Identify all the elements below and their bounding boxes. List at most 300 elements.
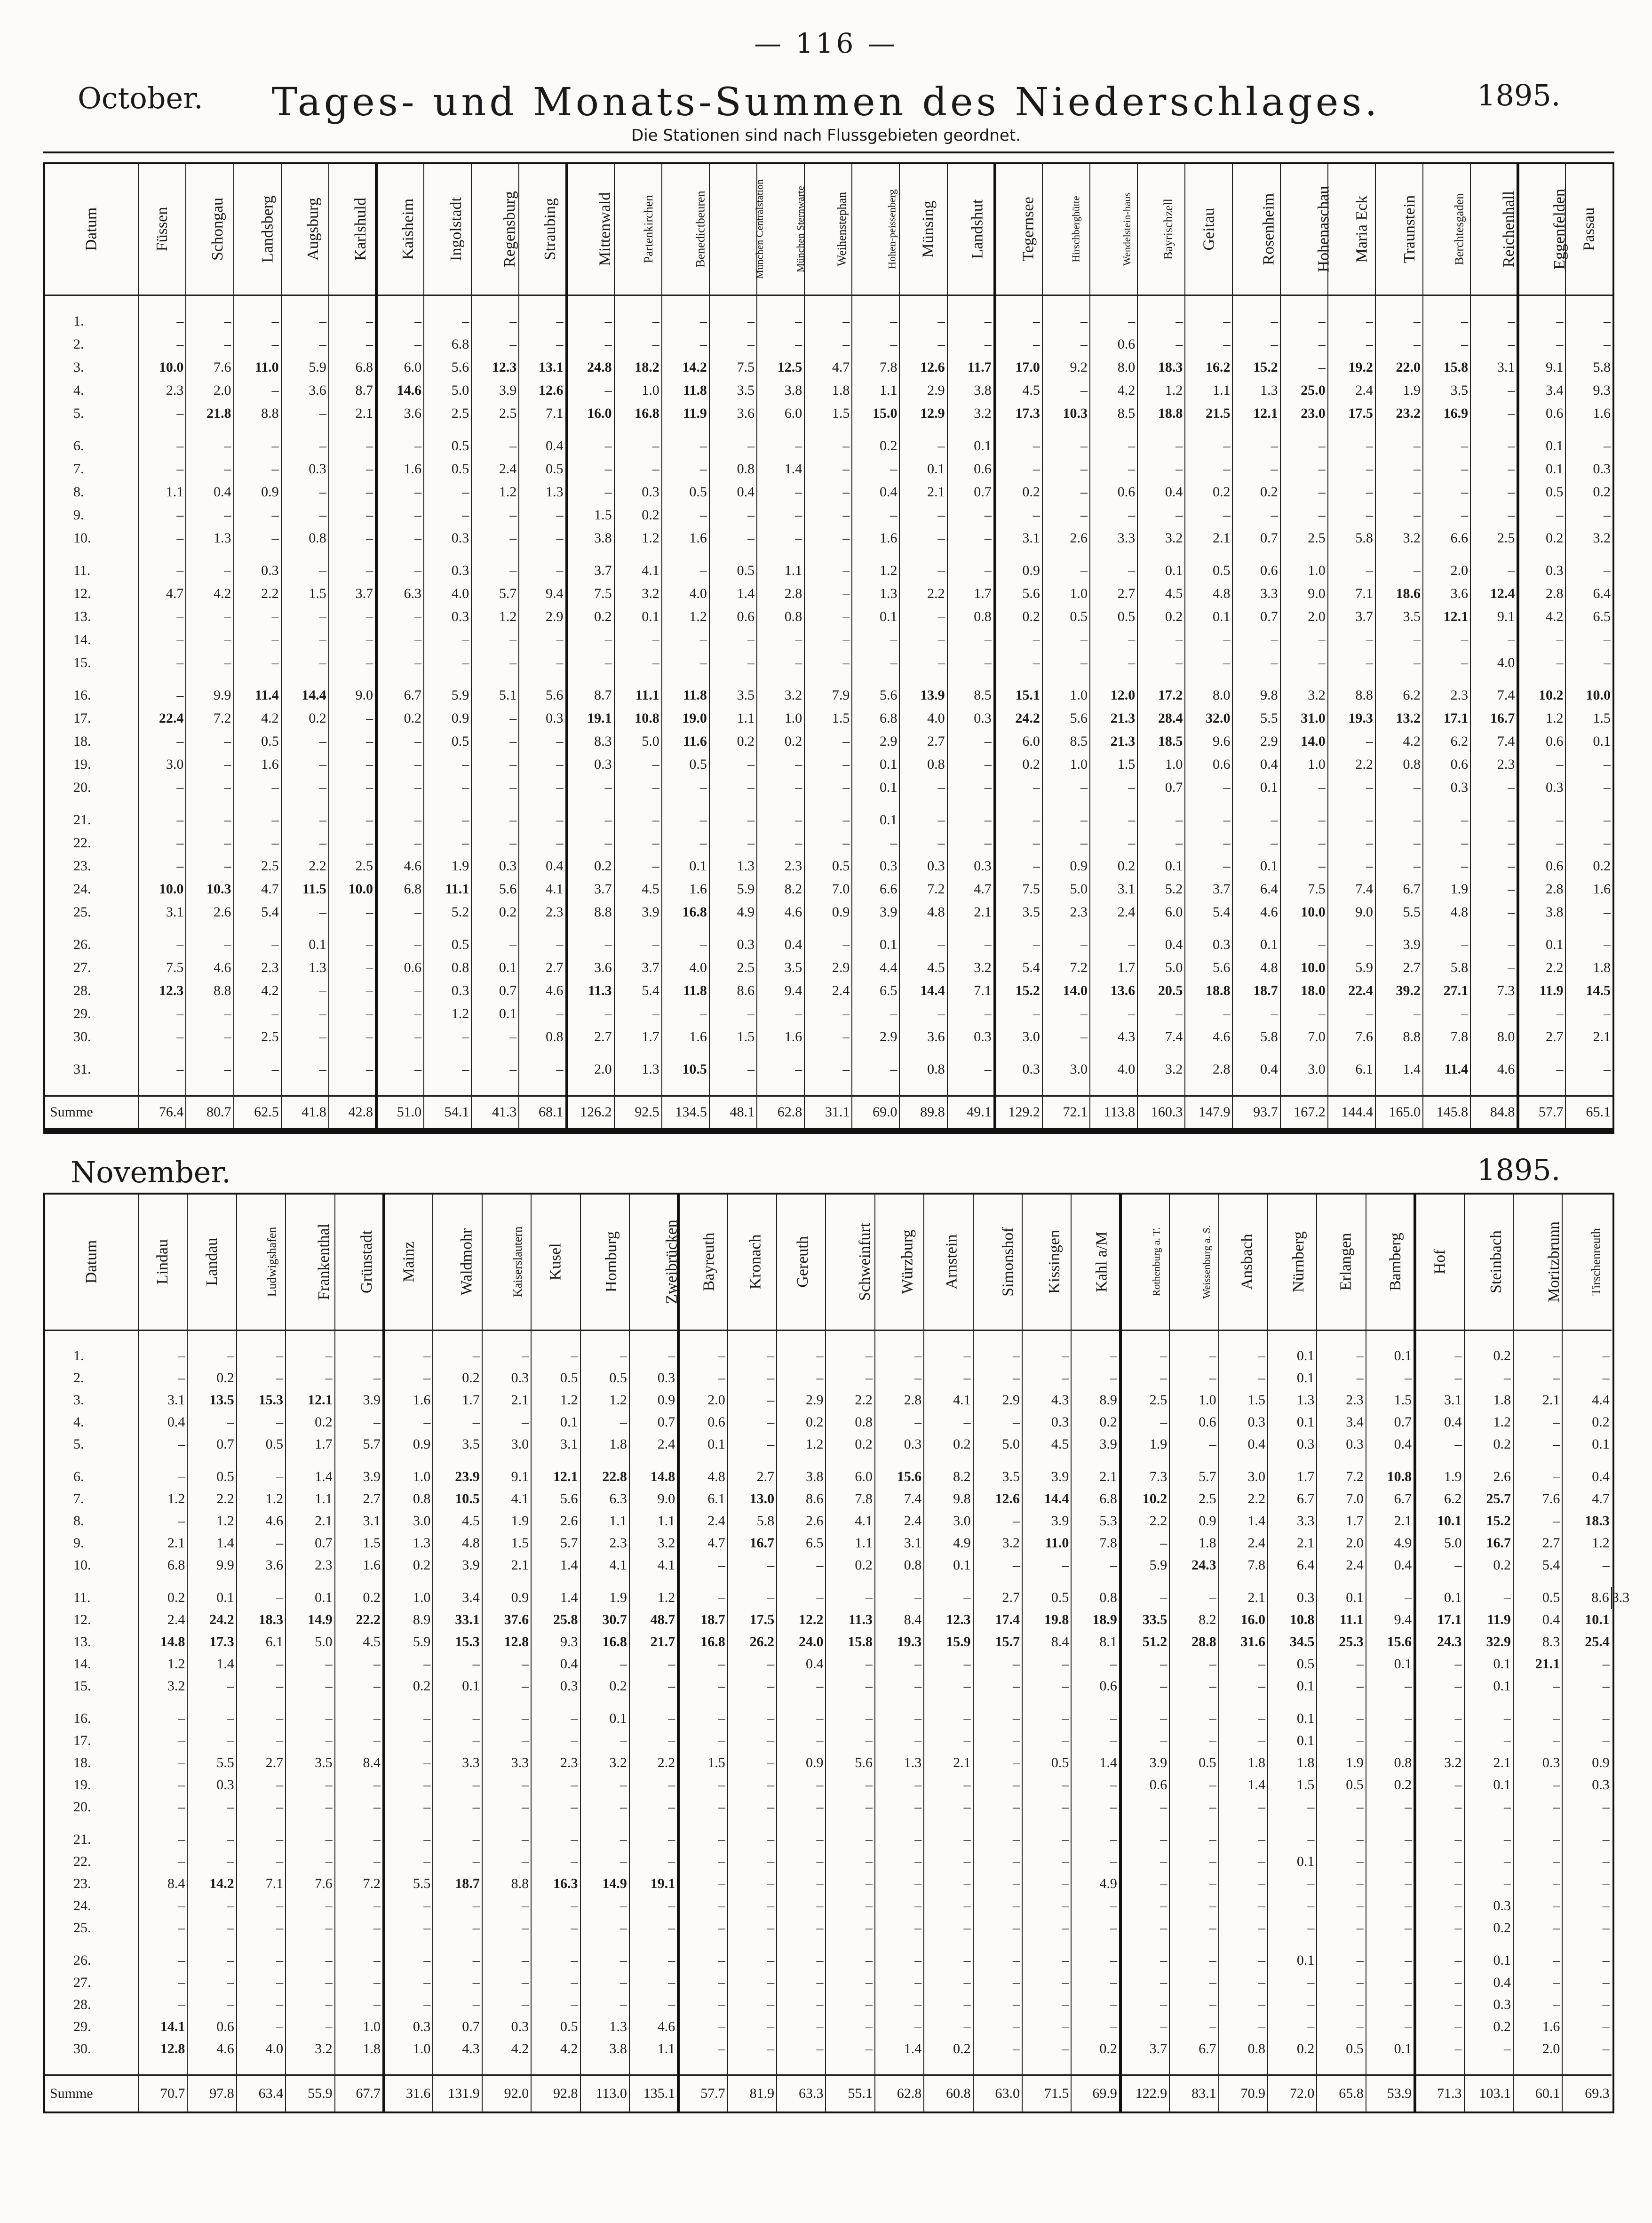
precipitation-value: –	[1280, 333, 1328, 356]
precipitation-value: 0.3	[424, 559, 471, 582]
precipitation-value: 4.7	[804, 356, 852, 379]
precipitation-value: 8.8	[482, 1873, 531, 1895]
precipitation-value: –	[804, 629, 852, 652]
precipitation-value: –	[629, 1950, 678, 1972]
precipitation-value: 7.1	[1328, 582, 1375, 606]
precipitation-value: 3.0	[924, 1510, 973, 1532]
precipitation-value: –	[237, 1829, 286, 1851]
precipitation-value: –	[804, 333, 852, 356]
precipitation-value: –	[678, 1972, 727, 1994]
precipitation-value: 4.5	[335, 1631, 384, 1653]
precipitation-value: 4.0	[662, 582, 709, 606]
precipitation-value: 0.3	[384, 2016, 433, 2038]
precipitation-value: 0.2	[995, 753, 1042, 776]
precipitation-value: 1.5	[709, 1026, 757, 1049]
precipitation-value: –	[1464, 1829, 1513, 1851]
precipitation-value: –	[629, 1895, 678, 1917]
precipitation-value: –	[1317, 1994, 1366, 2016]
precipitation-value: 2.7	[335, 1488, 384, 1510]
precipitation-value: –	[329, 629, 376, 652]
precipitation-value: –	[329, 1058, 376, 1081]
precipitation-value: 2.1	[1268, 1532, 1317, 1554]
precipitation-value: 1.6	[662, 878, 709, 901]
precipitation-value: –	[1415, 1774, 1464, 1796]
precipitation-value: 1.8	[1268, 1752, 1317, 1774]
precipitation-value: –	[281, 730, 329, 753]
precipitation-value: –	[286, 1796, 334, 1818]
precipitation-value: 10.8	[1268, 1609, 1317, 1631]
precipitation-value: –	[187, 1895, 236, 1917]
precipitation-value: –	[1090, 652, 1137, 675]
precipitation-value: 1.0	[757, 707, 804, 730]
precipitation-value: –	[1464, 1851, 1513, 1873]
precipitation-value: –	[329, 832, 376, 855]
precipitation-value: –	[1513, 1796, 1562, 1818]
precipitation-value: 6.5	[1565, 606, 1613, 629]
precipitation-value: 3.6	[376, 402, 424, 425]
precipitation-value: –	[947, 333, 995, 356]
precipitation-value: –	[1565, 776, 1613, 799]
precipitation-value: 1.2	[1137, 379, 1185, 402]
precipitation-value: 5.0	[1042, 878, 1090, 901]
precipitation-value: –	[973, 1873, 1022, 1895]
precipitation-value: –	[376, 629, 424, 652]
precipitation-value: 0.9	[1042, 855, 1090, 878]
precipitation-value: 0.2	[1565, 855, 1613, 878]
precipitation-value: 3.3	[482, 1752, 531, 1774]
precipitation-value: 2.7	[519, 956, 566, 980]
precipitation-value: 0.2	[826, 1434, 874, 1456]
day-number: 14.	[73, 632, 91, 647]
precipitation-value: –	[1169, 1994, 1218, 2016]
precipitation-value: 7.9	[804, 684, 852, 707]
precipitation-value: 0.4	[1513, 1609, 1562, 1631]
monthly-sum-value: 71.5	[1022, 2075, 1071, 2112]
precipitation-value: 0.2	[924, 1434, 973, 1456]
precipitation-value: –	[924, 1829, 973, 1851]
precipitation-value: –	[614, 333, 662, 356]
precipitation-value: –	[629, 1851, 678, 1873]
precipitation-value: –	[281, 901, 329, 924]
station-header: Bamberg	[1386, 1233, 1404, 1291]
precipitation-value: –	[1090, 809, 1137, 832]
precipitation-value: 1.4	[875, 2038, 924, 2060]
precipitation-value: –	[995, 776, 1042, 799]
precipitation-value: 1.3	[852, 582, 899, 606]
precipitation-value: –	[187, 1730, 236, 1752]
precipitation-value: 0.6	[376, 956, 424, 980]
precipitation-value: 2.1	[1219, 1587, 1268, 1609]
precipitation-value: 0.2	[376, 707, 424, 730]
precipitation-value: –	[335, 1367, 384, 1389]
precipitation-value: 0.7	[187, 1434, 236, 1456]
precipitation-value: 4.0	[662, 956, 709, 980]
precipitation-value: 3.7	[1120, 2038, 1169, 2060]
precipitation-value: 13.2	[1375, 707, 1423, 730]
precipitation-value: –	[1317, 1972, 1366, 1994]
precipitation-value: –	[826, 2016, 874, 2038]
precipitation-value: 2.8	[1518, 878, 1565, 901]
precipitation-value: –	[1470, 629, 1518, 652]
precipitation-value: –	[947, 559, 995, 582]
precipitation-value: 14.0	[1280, 730, 1328, 753]
precipitation-value: 10.0	[329, 878, 376, 901]
day-number: 13.	[73, 1634, 91, 1649]
monthly-sum-value: 72.0	[1268, 2075, 1317, 2112]
precipitation-value: –	[757, 832, 804, 855]
precipitation-value: 16.2	[1185, 356, 1232, 379]
day-row	[44, 1609, 1613, 1631]
precipitation-value: –	[662, 435, 709, 458]
precipitation-value: –	[1470, 481, 1518, 504]
precipitation-value: –	[376, 333, 424, 356]
precipitation-value: 1.6	[1565, 878, 1613, 901]
precipitation-value: 0.9	[482, 1587, 531, 1609]
precipitation-value: –	[1169, 1345, 1218, 1367]
precipitation-value: 2.4	[875, 1510, 924, 1532]
precipitation-value: –	[138, 333, 186, 356]
precipitation-value: 2.1	[947, 901, 995, 924]
day-number: 1.	[73, 1348, 84, 1363]
precipitation-value: –	[899, 832, 947, 855]
precipitation-value: 0.6	[1090, 333, 1137, 356]
precipitation-value: 20.5	[1137, 980, 1185, 1003]
precipitation-value: –	[281, 629, 329, 652]
precipitation-value: 0.2	[1464, 2016, 1513, 2038]
precipitation-value: –	[519, 730, 566, 753]
precipitation-value: –	[1120, 1994, 1169, 2016]
precipitation-value: –	[1375, 310, 1423, 333]
precipitation-value: 8.1	[1071, 1631, 1120, 1653]
precipitation-value: –	[1513, 1950, 1562, 1972]
precipitation-value: –	[1518, 629, 1565, 652]
precipitation-value: 0.6	[1071, 1675, 1120, 1697]
precipitation-value: –	[826, 1873, 874, 1895]
precipitation-value: 2.0	[186, 379, 233, 402]
precipitation-value: –	[567, 481, 614, 504]
precipitation-value: –	[728, 1587, 777, 1609]
precipitation-value: 5.6	[1042, 707, 1090, 730]
precipitation-value: 4.2	[1375, 730, 1423, 753]
day-number: 29.	[73, 1006, 91, 1021]
precipitation-value: –	[1120, 1730, 1169, 1752]
precipitation-value: 11.4	[234, 684, 281, 707]
precipitation-value: –	[482, 1730, 531, 1752]
precipitation-value: –	[804, 458, 852, 481]
precipitation-value: –	[1317, 1653, 1366, 1675]
day-number: 28.	[73, 983, 91, 998]
precipitation-value: –	[777, 1345, 826, 1367]
precipitation-value: 4.6	[186, 956, 233, 980]
precipitation-value: 3.2	[1375, 527, 1423, 550]
precipitation-value: 3.9	[1071, 1434, 1120, 1456]
day-number: 3.	[73, 359, 84, 375]
precipitation-value: 2.6	[186, 901, 233, 924]
precipitation-value: –	[709, 504, 757, 527]
precipitation-value: –	[1169, 2016, 1218, 2038]
day-number: 14.	[73, 1656, 91, 1672]
precipitation-value: –	[777, 1730, 826, 1752]
precipitation-value: 2.7	[899, 730, 947, 753]
precipitation-value: 0.5	[424, 458, 471, 481]
precipitation-value: –	[186, 458, 233, 481]
station-header: Weissenburg a. S.	[1200, 1225, 1213, 1299]
precipitation-value: 1.5	[281, 582, 329, 606]
precipitation-value: –	[384, 1653, 433, 1675]
precipitation-value: –	[728, 1917, 777, 1939]
precipitation-value: –	[531, 1708, 580, 1730]
station-header: Partenkirchen	[641, 195, 655, 263]
precipitation-value: 5.4	[234, 901, 281, 924]
precipitation-value: –	[1415, 1554, 1464, 1577]
precipitation-value: 3.1	[531, 1434, 580, 1456]
precipitation-value: –	[1423, 809, 1470, 832]
station-header: München Centralstation	[753, 179, 765, 279]
precipitation-value: 14.4	[281, 684, 329, 707]
precipitation-value: –	[335, 1829, 384, 1851]
precipitation-value: –	[1366, 1708, 1415, 1730]
precipitation-value: –	[614, 776, 662, 799]
precipitation-value: –	[1219, 1994, 1268, 2016]
precipitation-value: –	[1562, 2038, 1611, 2060]
precipitation-value: 0.4	[1464, 1972, 1513, 1994]
precipitation-value: –	[1565, 1003, 1613, 1026]
precipitation-value: 0.1	[286, 1587, 334, 1609]
precipitation-value: 0.5	[424, 730, 471, 753]
precipitation-value: –	[804, 481, 852, 504]
precipitation-value: 1.6	[757, 1026, 804, 1049]
precipitation-value: 4.1	[482, 1488, 531, 1510]
station-header: Kaisheim	[399, 199, 417, 260]
precipitation-value: –	[1120, 1675, 1169, 1697]
precipitation-value: –	[187, 1829, 236, 1851]
precipitation-value: –	[186, 753, 233, 776]
precipitation-value: 8.5	[1042, 730, 1090, 753]
precipitation-value: –	[1071, 1829, 1120, 1851]
precipitation-value: –	[826, 1345, 874, 1367]
precipitation-value: 0.6	[1518, 402, 1565, 425]
precipitation-value: –	[875, 1950, 924, 1972]
precipitation-value: –	[757, 504, 804, 527]
precipitation-value: 4.6	[237, 1510, 286, 1532]
precipitation-value: –	[1423, 481, 1470, 504]
precipitation-value: –	[138, 1434, 187, 1456]
day-number: 4.	[73, 382, 84, 398]
precipitation-value: –	[1423, 310, 1470, 333]
precipitation-value: 6.2	[1415, 1488, 1464, 1510]
precipitation-value: 6.0	[826, 1466, 874, 1488]
precipitation-value: –	[678, 1708, 727, 1730]
precipitation-value: 0.6	[1120, 1774, 1169, 1796]
precipitation-value: 4.2	[186, 582, 233, 606]
precipitation-value: 0.1	[1268, 1411, 1317, 1434]
precipitation-value: –	[237, 1532, 286, 1554]
precipitation-value: –	[186, 435, 233, 458]
precipitation-value: –	[1071, 1950, 1120, 1972]
precipitation-value: –	[186, 776, 233, 799]
precipitation-value: –	[138, 809, 186, 832]
precipitation-value: –	[1042, 629, 1090, 652]
precipitation-value: –	[237, 1587, 286, 1609]
precipitation-value: 0.1	[852, 809, 899, 832]
precipitation-value: –	[1280, 629, 1328, 652]
precipitation-value: –	[1470, 832, 1518, 855]
precipitation-value: 15.2	[995, 980, 1042, 1003]
precipitation-value: 0.3	[424, 980, 471, 1003]
precipitation-value: –	[709, 832, 757, 855]
precipitation-value: 0.7	[629, 1411, 678, 1434]
precipitation-value: –	[629, 1675, 678, 1697]
precipitation-value: –	[424, 1026, 471, 1049]
precipitation-value: 1.0	[614, 379, 662, 402]
precipitation-value: –	[947, 776, 995, 799]
precipitation-value: 4.1	[629, 1554, 678, 1577]
precipitation-value: –	[1464, 1708, 1513, 1730]
day-row	[44, 629, 1613, 652]
precipitation-value: –	[1185, 1003, 1232, 1026]
precipitation-value: –	[482, 1972, 531, 1994]
precipitation-value: –	[1328, 333, 1375, 356]
precipitation-value: –	[433, 1972, 482, 1994]
precipitation-value: –	[1185, 629, 1232, 652]
precipitation-value: 3.2	[614, 582, 662, 606]
precipitation-value: –	[728, 1345, 777, 1367]
monthly-sum-value: 65.8	[1317, 2075, 1366, 2112]
precipitation-value: –	[1317, 1675, 1366, 1697]
precipitation-value: 4.3	[1022, 1389, 1071, 1411]
precipitation-value: 2.0	[1423, 559, 1470, 582]
precipitation-value: 18.7	[678, 1609, 727, 1631]
precipitation-value: –	[433, 1653, 482, 1675]
precipitation-value: 0.1	[1464, 1774, 1513, 1796]
precipitation-value: –	[384, 1994, 433, 2016]
precipitation-value: –	[138, 1829, 187, 1851]
precipitation-value: –	[826, 1829, 874, 1851]
precipitation-value: –	[281, 402, 329, 425]
precipitation-value: –	[1120, 1895, 1169, 1917]
precipitation-value: 1.5	[1268, 1774, 1317, 1796]
precipitation-value: –	[237, 1994, 286, 2016]
precipitation-value: –	[1090, 832, 1137, 855]
precipitation-value: –	[875, 1411, 924, 1434]
precipitation-value: –	[826, 1994, 874, 2016]
precipitation-value: –	[138, 1895, 187, 1917]
day-number: 26.	[73, 1952, 91, 1968]
precipitation-value: 0.2	[777, 1411, 826, 1434]
precipitation-value: 1.8	[804, 379, 852, 402]
precipitation-value: –	[1280, 1003, 1328, 1026]
precipitation-value: 3.5	[433, 1434, 482, 1456]
precipitation-value: –	[1423, 504, 1470, 527]
precipitation-value: –	[281, 832, 329, 855]
precipitation-value: –	[1513, 1434, 1562, 1456]
precipitation-value: –	[384, 1796, 433, 1818]
precipitation-value: –	[662, 333, 709, 356]
precipitation-value: 1.7	[1317, 1510, 1366, 1532]
precipitation-value: 2.4	[1090, 901, 1137, 924]
precipitation-value: 12.0	[1090, 684, 1137, 707]
precipitation-value: –	[1232, 333, 1280, 356]
precipitation-value: 2.9	[899, 379, 947, 402]
precipitation-value: –	[1022, 1851, 1071, 1873]
precipitation-value: 2.9	[1232, 730, 1280, 753]
precipitation-value: –	[519, 1058, 566, 1081]
precipitation-value: 11.9	[1518, 980, 1565, 1003]
precipitation-value: 5.4	[1185, 901, 1232, 924]
precipitation-value: 5.0	[1137, 956, 1185, 980]
day-number: 6.	[73, 1469, 84, 1484]
precipitation-value: 6.8	[852, 707, 899, 730]
precipitation-value: 8.8	[186, 980, 233, 1003]
precipitation-value: 1.2	[852, 559, 899, 582]
precipitation-value: 1.2	[1464, 1411, 1513, 1434]
precipitation-value: 2.4	[471, 458, 519, 481]
precipitation-value: 1.2	[662, 606, 709, 629]
precipitation-value: –	[471, 753, 519, 776]
precipitation-value: 0.1	[1268, 1730, 1317, 1752]
monthly-sum-value: 62.8	[875, 2075, 924, 2112]
day-row	[44, 980, 1613, 1003]
precipitation-value: 1.0	[384, 2038, 433, 2060]
date-column-header: Datum	[82, 207, 100, 251]
precipitation-value: –	[1219, 2016, 1268, 2038]
precipitation-value: 1.2	[138, 1653, 187, 1675]
precipitation-value: 2.5	[709, 956, 757, 980]
precipitation-value: –	[1565, 832, 1613, 855]
day-number: 16.	[73, 687, 91, 703]
precipitation-value: –	[234, 1058, 281, 1081]
precipitation-value: 0.4	[852, 481, 899, 504]
precipitation-value: –	[424, 1058, 471, 1081]
precipitation-value: –	[1169, 1851, 1218, 1873]
precipitation-value: 3.2	[947, 402, 995, 425]
precipitation-value: –	[237, 1895, 286, 1917]
precipitation-value: –	[482, 1653, 531, 1675]
precipitation-value: 26.2	[728, 1631, 777, 1653]
precipitation-value: 7.6	[1328, 1026, 1375, 1049]
precipitation-value: –	[1169, 1653, 1218, 1675]
precipitation-value: –	[1565, 629, 1613, 652]
precipitation-value: –	[924, 1851, 973, 1873]
precipitation-value: 0.2	[614, 504, 662, 527]
precipitation-value: –	[804, 606, 852, 629]
precipitation-value: –	[187, 1972, 236, 1994]
precipitation-value: 12.5	[757, 356, 804, 379]
precipitation-value: –	[234, 809, 281, 832]
precipitation-value: 0.3	[1317, 1434, 1366, 1456]
precipitation-value: –	[777, 1774, 826, 1796]
precipitation-value: –	[376, 310, 424, 333]
monthly-sum-value: 54.1	[424, 1096, 471, 1129]
precipitation-value: –	[580, 1972, 629, 1994]
precipitation-value: –	[1562, 1994, 1611, 2016]
precipitation-value: –	[1042, 832, 1090, 855]
precipitation-value: 1.4	[1375, 1058, 1423, 1081]
precipitation-value: 0.4	[1137, 481, 1185, 504]
precipitation-value: 9.0	[629, 1488, 678, 1510]
precipitation-value: –	[1042, 458, 1090, 481]
precipitation-value: 13.5	[187, 1389, 236, 1411]
precipitation-value: –	[519, 310, 566, 333]
precipitation-value: 51.2	[1120, 1631, 1169, 1653]
day-number: 13.	[73, 609, 91, 624]
precipitation-value: –	[709, 753, 757, 776]
precipitation-value: –	[424, 310, 471, 333]
precipitation-value: 0.8	[899, 1058, 947, 1081]
precipitation-value: 1.6	[376, 458, 424, 481]
precipitation-value: 0.2	[1185, 481, 1232, 504]
precipitation-value: –	[1042, 776, 1090, 799]
